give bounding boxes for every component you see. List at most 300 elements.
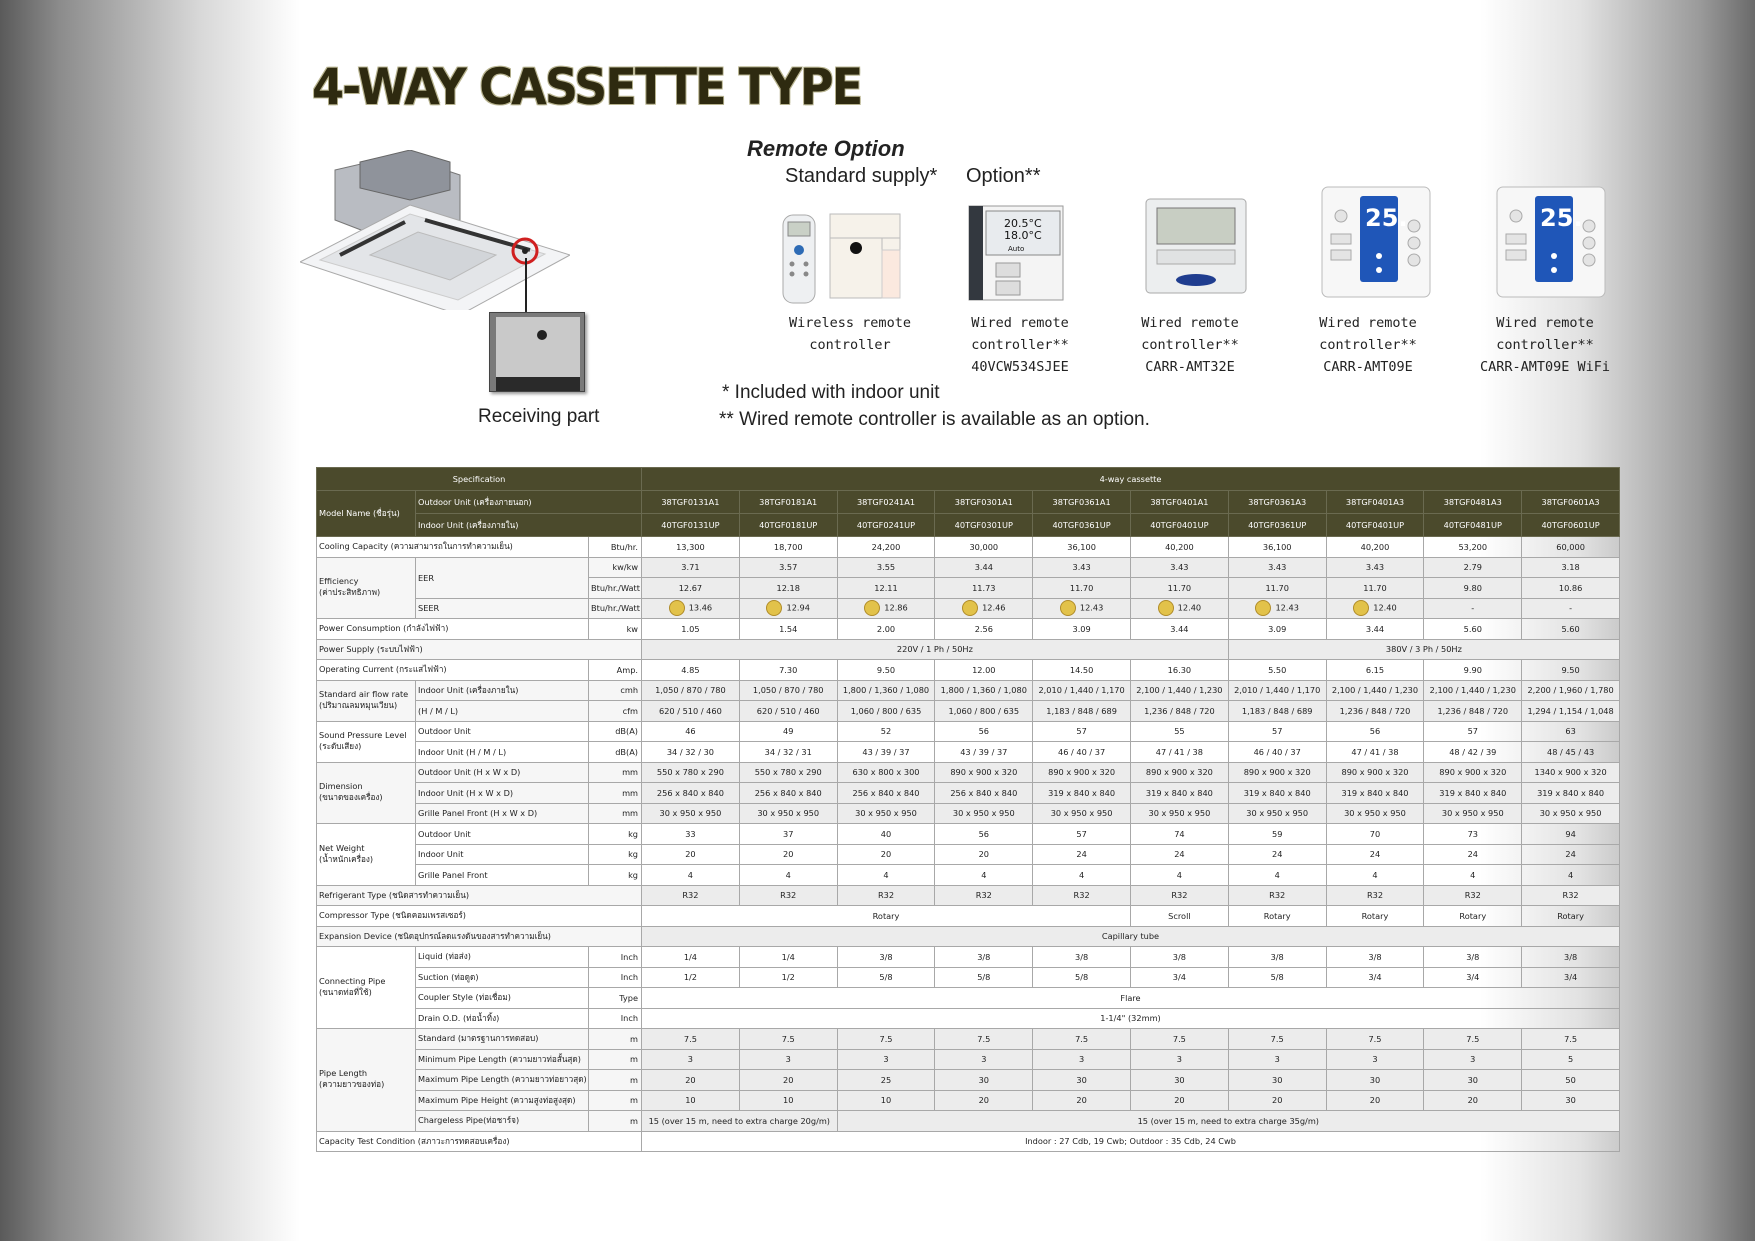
value-cell: 40TGF0361UP: [1033, 514, 1131, 537]
value-cell: 1,236 / 848 / 720: [1424, 701, 1522, 722]
value-cell: 40: [837, 824, 935, 845]
value-cell: 40TGF0131UP: [642, 514, 740, 537]
value-cell: 20: [642, 1070, 740, 1091]
seer-value: 12.43: [1275, 602, 1299, 613]
value-cell: 40TGF0241UP: [837, 514, 935, 537]
value-cell: 74: [1131, 824, 1229, 845]
unit-cell: kw: [589, 619, 642, 640]
value-cell: 11.70: [1228, 578, 1326, 599]
value-cell: 15 (over 15 m, need to extra charge 20g/m): [642, 1111, 838, 1132]
value-cell: 30: [1131, 1070, 1229, 1091]
value-cell: 319 x 840 x 840: [1033, 783, 1131, 804]
value-cell: 38TGF0131A1: [642, 491, 740, 514]
sound-label: [317, 721, 416, 762]
value-cell: 2.00: [837, 619, 935, 640]
value-cell: 47 / 41 / 38: [1326, 742, 1424, 763]
value-cell: 3/4: [1131, 967, 1229, 988]
value-cell: 3/8: [837, 947, 935, 968]
value-cell: 40TGF0401UP: [1131, 514, 1229, 537]
value-cell: 36,100: [1033, 537, 1131, 558]
value-cell: 3/8: [1424, 947, 1522, 968]
value-cell: 5/8: [837, 967, 935, 988]
value-cell: 63: [1522, 721, 1620, 742]
value-cell: 50: [1522, 1070, 1620, 1091]
table-row: [317, 885, 1620, 906]
row-label: Power Supply (ระบบไฟฟ้า): [317, 639, 642, 660]
value-cell: 1,050 / 870 / 780: [642, 680, 740, 701]
weight-label: [317, 824, 416, 886]
value-cell: 1,050 / 870 / 780: [739, 680, 837, 701]
value-cell: 550 x 780 x 290: [739, 762, 837, 783]
value-cell: 20: [1424, 1090, 1522, 1111]
value-cell: 3: [935, 1049, 1033, 1070]
value-cell: 4: [837, 865, 935, 886]
value-cell: 2,100 / 1,440 / 1,230: [1326, 680, 1424, 701]
value-cell: 4: [642, 865, 740, 886]
option-label: Option**: [966, 165, 1041, 187]
value-cell: 890 x 900 x 320: [935, 762, 1033, 783]
sub-label: Coupler Style (ท่อเชื่อม): [416, 988, 589, 1009]
pipe-length-label: [317, 1029, 416, 1132]
efficiency-label: [317, 557, 416, 619]
value-cell: 56: [935, 721, 1033, 742]
sub-label: (H / M / L): [416, 701, 589, 722]
wired-controller-amt09e-wifi-image: [1496, 186, 1606, 298]
value-cell: 12.67: [642, 578, 740, 599]
value-cell: 319 x 840 x 840: [1131, 783, 1229, 804]
value-cell: R32: [1522, 885, 1620, 906]
energy-label-icon: [864, 600, 880, 616]
value-cell: 7.5: [935, 1029, 1033, 1050]
value-cell: 3.43: [1033, 557, 1131, 578]
value-cell: 30: [935, 1070, 1033, 1091]
wired-controller-lcd-image: [968, 205, 1064, 301]
value-cell: 11.73: [935, 578, 1033, 599]
label-line: Dimension: [319, 781, 363, 792]
value-cell: 5.60: [1522, 619, 1620, 640]
value-cell: 3.71: [642, 557, 740, 578]
value-cell: 20: [642, 844, 740, 865]
unit-cell: kg: [589, 844, 642, 865]
value-cell: 6.15: [1326, 660, 1424, 681]
value-cell: 10.86: [1522, 578, 1620, 599]
row-label: Cooling Capacity (ความสามารถในการทำความเย็น): [317, 537, 589, 558]
footnote-included: * Included with indoor unit: [722, 382, 940, 403]
unit-cell: Inch: [589, 967, 642, 988]
value-cell: 256 x 840 x 840: [642, 783, 740, 804]
value-cell: 59: [1228, 824, 1326, 845]
value-cell: 20: [739, 844, 837, 865]
value-cell: 15 (over 15 m, need to extra charge 35g/m): [837, 1111, 1619, 1132]
value-cell: 33: [642, 824, 740, 845]
value-cell: 20: [1228, 1090, 1326, 1111]
value-cell: 12.18: [739, 578, 837, 599]
sub-label: Outdoor Unit: [416, 824, 589, 845]
value-cell: 12.11: [837, 578, 935, 599]
indoor-unit-label: Indoor Unit (เครื่องภายใน): [416, 514, 642, 537]
value-cell: 57: [1424, 721, 1522, 742]
label-line: Connecting Pipe: [319, 976, 386, 986]
sub-label: Outdoor Unit (H x W x D): [416, 762, 589, 783]
value-cell: 3: [1228, 1049, 1326, 1070]
value-cell: 620 / 510 / 460: [642, 701, 740, 722]
value-cell: 7.30: [739, 660, 837, 681]
seer-cell: [1326, 598, 1424, 619]
sub-label: Standard (มาตรฐานการทดสอบ): [416, 1029, 589, 1050]
value-cell: 56: [1326, 721, 1424, 742]
seer-label: SEER: [416, 598, 589, 619]
seer-cell: [739, 598, 837, 619]
table-row: [317, 557, 1620, 578]
value-cell: 3/8: [1326, 947, 1424, 968]
label-line: (ขนาดของเครื่อง): [319, 792, 383, 803]
value-cell: 3/4: [1326, 967, 1424, 988]
label-line: (ค่าประสิทธิภาพ): [319, 587, 381, 598]
remote-model: CARR-AMT32E: [1145, 359, 1235, 375]
wired-controller-amt32e-image: [1145, 198, 1247, 294]
value-cell: 4: [935, 865, 1033, 886]
label-line: (ขนาดท่อที่ใช้): [319, 987, 372, 997]
value-cell: 46 / 40 / 37: [1228, 742, 1326, 763]
value-cell: Rotary: [642, 906, 1131, 927]
value-cell: 4: [1424, 865, 1522, 886]
sub-label: Liquid (ท่อส่ง): [416, 947, 589, 968]
label-line: Sound Pressure Level: [319, 730, 407, 740]
value-cell: 30 x 950 x 950: [1522, 803, 1620, 824]
value-cell: 5.60: [1424, 619, 1522, 640]
value-cell: 3.55: [837, 557, 935, 578]
value-cell: 5: [1522, 1049, 1620, 1070]
seer-value: 12.40: [1373, 602, 1397, 613]
value-cell: 2,200 / 1,960 / 1,780: [1522, 680, 1620, 701]
value-cell: 3: [837, 1049, 935, 1070]
row-label: Power Consumption (กำลังไฟฟ้า): [317, 619, 589, 640]
value-cell: 2.56: [935, 619, 1033, 640]
header-specification: Specification: [317, 468, 642, 491]
row-label: Expansion Device (ชนิดอุปกรณ์ลดแรงดันของสารทำความเย็น): [317, 926, 642, 947]
value-cell: 9.80: [1424, 578, 1522, 599]
value-cell: -: [1522, 598, 1620, 619]
value-cell: 319 x 840 x 840: [1326, 783, 1424, 804]
receiving-part-pointer: [525, 258, 527, 313]
value-cell: 40TGF0181UP: [739, 514, 837, 537]
value-cell: 30 x 950 x 950: [837, 803, 935, 824]
value-cell: Indoor : 27 Cdb, 19 Cwb; Outdoor : 35 Cdb, 24 Cwb: [642, 1131, 1620, 1152]
value-cell: 4: [739, 865, 837, 886]
value-cell: 30 x 950 x 950: [1228, 803, 1326, 824]
piping-label: [317, 947, 416, 1029]
header-group: 4-way cassette: [642, 468, 1620, 491]
remote-model: CARR-AMT09E: [1323, 359, 1413, 375]
table-row: [317, 1131, 1620, 1152]
value-cell: R32: [1424, 885, 1522, 906]
remote-option-title: Remote Option: [747, 136, 905, 161]
value-cell: 1,800 / 1,360 / 1,080: [935, 680, 1033, 701]
unit-cell: Btu/hr.: [589, 537, 642, 558]
label-line: Net Weight: [319, 842, 365, 853]
eer-label: EER: [416, 557, 589, 598]
sub-label: Maximum Pipe Height (ความสูงท่อสูงสุด): [416, 1090, 589, 1111]
value-cell: 12.00: [935, 660, 1033, 681]
table-row: [317, 742, 1620, 763]
energy-label-icon: [1158, 600, 1174, 616]
value-cell: 20: [935, 844, 1033, 865]
model-name-label: Model Name (ชื่อรุ่น): [317, 491, 416, 537]
value-cell: 40,200: [1131, 537, 1229, 558]
table-row: [317, 701, 1620, 722]
sub-label: Indoor Unit (H / M / L): [416, 742, 589, 763]
value-cell: 52: [837, 721, 935, 742]
energy-label-icon: [669, 600, 685, 616]
page-title: 4-WAY CASSETTE TYPE: [312, 58, 862, 116]
value-cell: 890 x 900 x 320: [1131, 762, 1229, 783]
value-cell: 34 / 32 / 31: [739, 742, 837, 763]
seer-cell: [1131, 598, 1229, 619]
label-line: Efficiency: [319, 576, 359, 587]
value-cell: 57: [1033, 824, 1131, 845]
unit-cell: mm: [589, 783, 642, 804]
seer-cell: [642, 598, 740, 619]
value-cell: 14.50: [1033, 660, 1131, 681]
value-cell: R32: [1228, 885, 1326, 906]
table-row: [317, 721, 1620, 742]
remote-name: Wired remote controller**: [1319, 315, 1417, 353]
value-cell: 7.5: [1522, 1029, 1620, 1050]
value-cell: 1,060 / 800 / 635: [837, 701, 935, 722]
table-row: [317, 803, 1620, 824]
value-cell: R32: [837, 885, 935, 906]
value-cell: 1-1/4" (32mm): [642, 1008, 1620, 1029]
value-cell: 3/4: [1424, 967, 1522, 988]
value-cell: 5/8: [935, 967, 1033, 988]
value-cell: 38TGF0401A1: [1131, 491, 1229, 514]
value-cell: 11.70: [1131, 578, 1229, 599]
energy-label-icon: [1060, 600, 1076, 616]
value-cell: 3.44: [935, 557, 1033, 578]
table-row: [317, 1029, 1620, 1050]
value-cell: 10: [642, 1090, 740, 1111]
value-cell: 3: [1033, 1049, 1131, 1070]
value-cell: Flare: [642, 988, 1620, 1009]
value-cell: 7.5: [739, 1029, 837, 1050]
row-label: Compressor Type (ชนิดคอมเพรสเซอร์): [317, 906, 642, 927]
value-cell: 11.70: [1033, 578, 1131, 599]
value-cell: R32: [935, 885, 1033, 906]
value-cell: 30 x 950 x 950: [1326, 803, 1424, 824]
value-cell: 256 x 840 x 840: [935, 783, 1033, 804]
value-cell: 73: [1424, 824, 1522, 845]
sub-label: Indoor Unit (เครื่องภายใน): [416, 680, 589, 701]
value-cell: 55: [1131, 721, 1229, 742]
label-line: Pipe Length: [319, 1068, 368, 1079]
seer-value: 12.94: [786, 602, 810, 613]
value-cell: 319 x 840 x 840: [1522, 783, 1620, 804]
value-cell: 20: [739, 1070, 837, 1091]
value-cell: 30: [1033, 1070, 1131, 1091]
seer-value: 12.43: [1079, 602, 1104, 613]
value-cell: 40TGF0361UP: [1228, 514, 1326, 537]
value-cell: 319 x 840 x 840: [1228, 783, 1326, 804]
sub-label: Drain O.D. (ท่อน้ำทิ้ง): [416, 1008, 589, 1029]
wired-controller-amt09e-image: [1321, 186, 1431, 298]
big-digits-display: 25.: [1365, 204, 1408, 232]
table-row: [317, 491, 1620, 514]
value-cell: 3/8: [1522, 947, 1620, 968]
value-cell: 40TGF0301UP: [935, 514, 1033, 537]
value-cell: 38TGF0361A1: [1033, 491, 1131, 514]
value-cell: 1.54: [739, 619, 837, 640]
value-cell: 7.5: [1326, 1029, 1424, 1050]
remote-caption-4: [1286, 312, 1450, 378]
energy-label-icon: [766, 600, 782, 616]
seer-cell: [1033, 598, 1131, 619]
value-cell: 53,200: [1424, 537, 1522, 558]
value-cell: 30 x 950 x 950: [1033, 803, 1131, 824]
value-cell: 7.5: [1131, 1029, 1229, 1050]
table-row: [317, 906, 1620, 927]
table-row: [317, 988, 1620, 1009]
value-cell: 1/2: [739, 967, 837, 988]
value-cell: 256 x 840 x 840: [837, 783, 935, 804]
lcd-temp-1: 20.5°C: [1004, 217, 1042, 230]
table-row: [317, 680, 1620, 701]
remote-model: 40VCW534SJEE: [971, 359, 1069, 375]
unit-cell: dB(A): [589, 742, 642, 763]
value-cell: 30: [1424, 1070, 1522, 1091]
value-cell: 38TGF0241A1: [837, 491, 935, 514]
table-row: [317, 967, 1620, 988]
value-cell: 30: [1228, 1070, 1326, 1091]
value-cell: R32: [1033, 885, 1131, 906]
remote-caption-3: [1108, 312, 1272, 378]
value-cell: 380V / 3 Ph / 50Hz: [1228, 639, 1619, 660]
table-row: [317, 639, 1620, 660]
value-cell: 94: [1522, 824, 1620, 845]
value-cell: 890 x 900 x 320: [1424, 762, 1522, 783]
value-cell: 24: [1131, 844, 1229, 865]
sub-label: Indoor Unit (H x W x D): [416, 783, 589, 804]
value-cell: 18,700: [739, 537, 837, 558]
value-cell: 30: [1522, 1090, 1620, 1111]
table-row: [317, 1111, 1620, 1132]
value-cell: 30 x 950 x 950: [1131, 803, 1229, 824]
value-cell: 3: [1326, 1049, 1424, 1070]
sub-label: Grille Panel Front (H x W x D): [416, 803, 589, 824]
unit-cell: Inch: [589, 947, 642, 968]
value-cell: Scroll: [1131, 906, 1229, 927]
value-cell: 1.05: [642, 619, 740, 640]
value-cell: 30 x 950 x 950: [1424, 803, 1522, 824]
value-cell: 20: [1326, 1090, 1424, 1111]
value-cell: 1,183 / 848 / 689: [1228, 701, 1326, 722]
value-cell: 1,800 / 1,360 / 1,080: [837, 680, 935, 701]
receiving-part-label: Receiving part: [478, 406, 600, 427]
seer-cell: [1228, 598, 1326, 619]
table-row: [317, 1090, 1620, 1111]
unit-cell: dB(A): [589, 721, 642, 742]
seer-value: 13.46: [688, 602, 713, 613]
value-cell: 3: [1424, 1049, 1522, 1070]
table-row: [317, 1049, 1620, 1070]
unit-cell: cfm: [589, 701, 642, 722]
row-label: Operating Current (กระแสไฟฟ้า): [317, 660, 589, 681]
value-cell: 30,000: [935, 537, 1033, 558]
seer-value: 12.40: [1177, 602, 1202, 613]
remote-name: Wired remote controller**: [971, 315, 1069, 353]
unit-cell: m: [589, 1070, 642, 1091]
energy-label-icon: [962, 600, 978, 616]
value-cell: 36,100: [1228, 537, 1326, 558]
value-cell: Capillary tube: [642, 926, 1620, 947]
value-cell: Rotary: [1424, 906, 1522, 927]
value-cell: 37: [739, 824, 837, 845]
value-cell: 4: [1131, 865, 1229, 886]
value-cell: 1/2: [642, 967, 740, 988]
seer-cell: [935, 598, 1033, 619]
value-cell: 57: [1228, 721, 1326, 742]
remote-name: Wireless remote controller: [789, 315, 911, 353]
remote-name: Wired remote controller**: [1141, 315, 1239, 353]
value-cell: 38TGF0401A3: [1326, 491, 1424, 514]
value-cell: 3/4: [1522, 967, 1620, 988]
value-cell: 1,294 / 1,154 / 1,048: [1522, 701, 1620, 722]
big-digits-display-wifi: 25.: [1540, 204, 1583, 232]
value-cell: 38TGF0181A1: [739, 491, 837, 514]
value-cell: 24: [1033, 844, 1131, 865]
value-cell: 3/8: [1228, 947, 1326, 968]
value-cell: 24: [1424, 844, 1522, 865]
value-cell: 16.30: [1131, 660, 1229, 681]
table-row: [317, 844, 1620, 865]
value-cell: -: [1424, 598, 1522, 619]
value-cell: 550 x 780 x 290: [642, 762, 740, 783]
value-cell: 3.18: [1522, 557, 1620, 578]
value-cell: 24: [1326, 844, 1424, 865]
value-cell: 11.70: [1326, 578, 1424, 599]
value-cell: 30 x 950 x 950: [642, 803, 740, 824]
value-cell: 9.90: [1424, 660, 1522, 681]
value-cell: 20: [1033, 1090, 1131, 1111]
receiving-part-image: [489, 312, 585, 392]
value-cell: 38TGF0301A1: [935, 491, 1033, 514]
value-cell: Rotary: [1522, 906, 1620, 927]
value-cell: 20: [837, 844, 935, 865]
value-cell: 2,100 / 1,440 / 1,230: [1131, 680, 1229, 701]
value-cell: 49: [739, 721, 837, 742]
value-cell: Rotary: [1228, 906, 1326, 927]
unit-cell: kg: [589, 824, 642, 845]
label-line: (ระดับเสียง): [319, 741, 362, 751]
table-row: [317, 783, 1620, 804]
unit-cell: m: [589, 1111, 642, 1132]
value-cell: 30 x 950 x 950: [739, 803, 837, 824]
value-cell: 3/8: [1033, 947, 1131, 968]
unit-cell: mm: [589, 803, 642, 824]
value-cell: 40TGF0481UP: [1424, 514, 1522, 537]
value-cell: 2,010 / 1,440 / 1,170: [1228, 680, 1326, 701]
value-cell: R32: [1326, 885, 1424, 906]
value-cell: 2.79: [1424, 557, 1522, 578]
value-cell: R32: [1131, 885, 1229, 906]
sub-label: Outdoor Unit: [416, 721, 589, 742]
sub-label: Grille Panel Front: [416, 865, 589, 886]
value-cell: 3.09: [1033, 619, 1131, 640]
unit-cell: mm: [589, 762, 642, 783]
value-cell: 24: [1522, 844, 1620, 865]
value-cell: 890 x 900 x 320: [1326, 762, 1424, 783]
table-row: [317, 619, 1620, 640]
seer-cell: [837, 598, 935, 619]
